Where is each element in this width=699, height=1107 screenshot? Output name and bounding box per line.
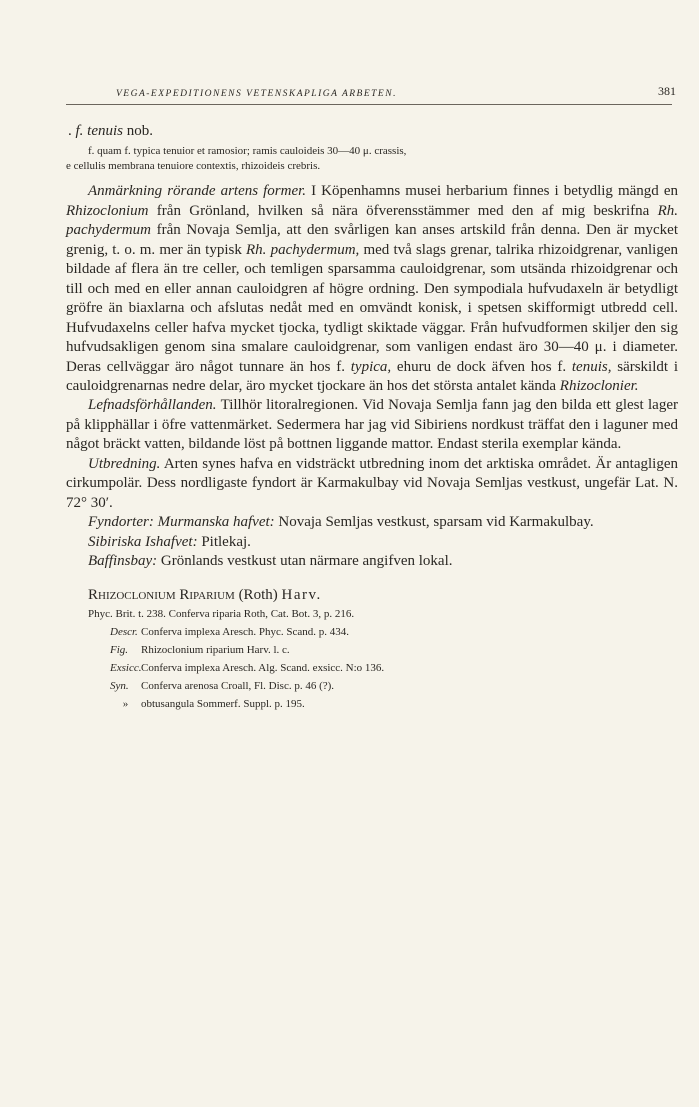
reference-label: Syn. xyxy=(110,679,129,692)
running-title: VEGA-EXPEDITIONENS VETENSKAPLIGA ARBETEN. xyxy=(116,89,397,99)
reference-text: Conferva implexa Aresch. Phyc. Scand. p. 434. xyxy=(141,625,350,638)
distribution-text: Arten synes hafva en vidsträckt utbredning inom det arktiska området. Är antagligen cirkumpolär. Dess nordligaste fyndort är Karmakulbay vid Novaja Semljas vestkust, ungefär Lat. N. 72° 30′. xyxy=(66,455,678,511)
taxon-name: Rh. pachydermum, xyxy=(246,241,360,258)
species-epithet: Riparium xyxy=(179,586,235,603)
distribution-paragraph xyxy=(66,455,678,513)
form-name: f. tenuis xyxy=(75,123,123,139)
taxon-name: Rh. pachydermum xyxy=(66,202,678,239)
notes-text: med två slags grenar, talrika rhizoidgrenar, vanligen bildade af flera än tre celler, och temligen sparsamma cauloidgrenar, som utsända rhizoidgrenar och till och med en eller annan cauloidgren af högre ordning. Den sympodiala hufvudaxeln är betydligt gröfre än biaxlarna och afslutas nedåt med en omvändt konisk, i spetsen skifformigt utbredd cell. Hufvudaxelns celler hafva mycket tjocka, tydligt skiktade väggar. Från hufvudformen skiljer den sig hufvudsakligen genom sina smalare cauloidgrenar, som vanligen endast äro 30—40 μ. i diameter. Deras cellväggar äro något tunnare än hos f. xyxy=(66,241,679,375)
reference-label: Exsicc. xyxy=(110,661,142,674)
page-body xyxy=(66,122,678,713)
form-bullet: . xyxy=(68,123,72,139)
reference-line xyxy=(66,641,678,659)
reference-line xyxy=(66,659,678,677)
reference-text: Conferva arenosa Croall, Fl. Disc. p. 46 (?). xyxy=(141,679,335,692)
habitat-paragraph xyxy=(66,396,678,454)
taxon-name: Rhizoclonium xyxy=(66,202,149,219)
locality-region: Sibiriska Ishafvet: xyxy=(88,533,198,550)
taxon-name: tenuis, xyxy=(571,358,612,375)
notes-text: ehuru de dock äfven hos f. xyxy=(391,358,572,375)
form-diagnosis-line-1: f. quam f. typica tenuior et ramosior; ramis cauloideis 30—40 μ. crassis, xyxy=(88,145,407,158)
taxon-name: typica, xyxy=(350,358,392,375)
locality-region: Baffinsbay: xyxy=(88,553,158,570)
form-diagnosis-line-2: e cellulis membrana tenuiore contextis, rhizoideis crebris. xyxy=(66,160,321,173)
species-genus: Rhizoclonium xyxy=(88,586,176,603)
localities-paragraph xyxy=(66,513,678,532)
taxon-name: Rhizoclonier. xyxy=(559,377,639,394)
reference-line xyxy=(66,677,678,695)
notes-text: särskildt i cauloidgrenarnas nedre delar, äro mycket tjockare än hos det största antalet kända xyxy=(66,358,678,394)
page-header xyxy=(66,84,676,104)
notes-text: I Köpenhamns musei herbarium finnes i betydlig mängd en xyxy=(306,183,678,200)
locality-text: Pitlekaj. xyxy=(197,533,251,550)
species-author-2: Harv. xyxy=(281,586,322,603)
distribution-heading: Utbredning. xyxy=(88,455,161,472)
localities-heading: Fyndorter: xyxy=(88,514,154,531)
locality-text: Novaja Semljas vestkust, sparsam vid Karmakulbay. xyxy=(274,514,594,531)
form-title xyxy=(66,122,678,141)
notes-text: från Grönland, hvilken så nära öfverensstämmer med den af mig beskrifna xyxy=(148,202,658,219)
locality-paragraph xyxy=(66,552,678,571)
notes-heading: Anmärkning rörande artens former. xyxy=(88,183,307,200)
reference-line xyxy=(66,695,678,713)
notes-text: från Novaja Semlja, att den svårligen kan anses artskild från denna. Den är mycket grenig, t. o. m. mer än typisk xyxy=(66,222,678,258)
reference-text: Conferva implexa Aresch. Alg. Scand. exsicc. N:o 136. xyxy=(141,661,385,674)
habitat-heading: Lefnadsförhållanden. xyxy=(88,397,217,414)
form-author: nob. xyxy=(123,123,153,139)
reference-text: obtusangula Sommerf. Suppl. p. 195. xyxy=(141,697,305,710)
reference-line: Phyc. Brit. t. 238. Conferva riparia Roth, Cat. Bot. 3, p. 216. xyxy=(88,607,355,620)
locality-text: Grönlands vestkust utan närmare angifven lokal. xyxy=(157,553,453,570)
habitat-text: Tillhör litoralregionen. Vid Novaja Semlja fann jag den bilda ett glest lager på klipphällar i öfre vattenmärket. Sedermera har jag vid Sibiriens nordkust träffat den i laguner med något bräckt vatten, bildande löst på bottnen liggande mattor. Endast sterila exemplar kända. xyxy=(66,397,678,453)
header-rule xyxy=(66,104,672,105)
species-author: (Roth) xyxy=(234,586,282,603)
reference-label: Descr. xyxy=(110,625,138,638)
references xyxy=(66,605,678,713)
reference-line xyxy=(66,623,678,641)
locality-paragraph xyxy=(66,533,678,552)
ditto-mark: » xyxy=(122,697,129,710)
page-number: 381 xyxy=(658,84,676,98)
reference-label: Fig. xyxy=(110,643,129,656)
locality-region: Murmanska hafvet: xyxy=(157,514,275,531)
reference-text: Rhizoclonium riparium Harv. l. c. xyxy=(141,643,290,656)
species-heading xyxy=(66,586,678,605)
notes-paragraph xyxy=(66,182,678,396)
